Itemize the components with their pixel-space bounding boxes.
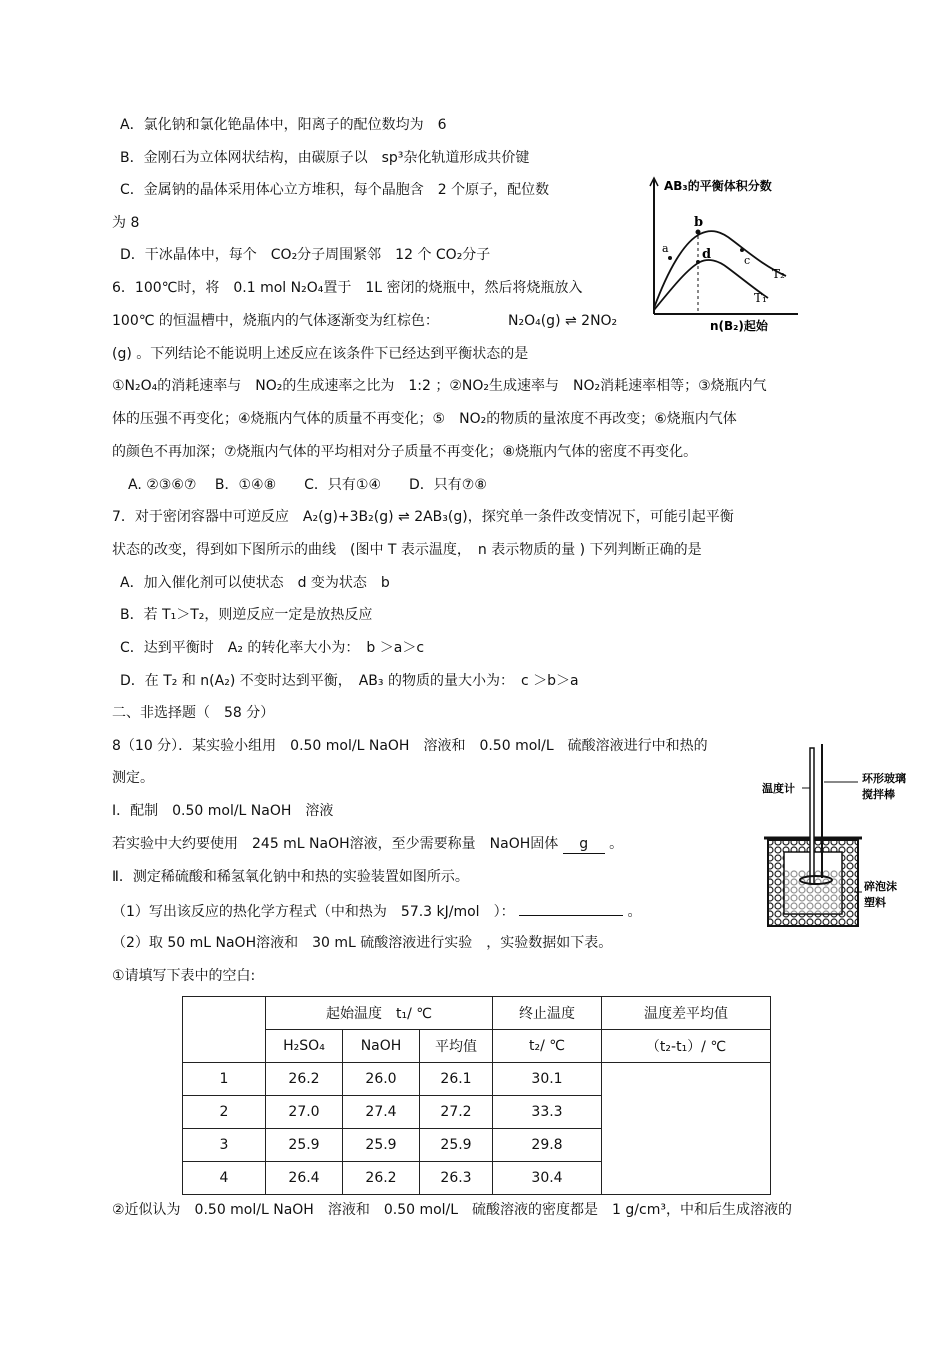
cell-n: 1 — [183, 1063, 266, 1096]
header-end-temp: 终止温度 — [493, 997, 602, 1030]
cell-avg: 25.9 — [420, 1129, 493, 1162]
q6-options: A. ②③⑥⑦ B．①④⑧ C．只有①④ D．只有⑦⑧ — [128, 477, 487, 493]
cell-t2: 30.4 — [493, 1162, 602, 1195]
q5-option-a: A．氯化钠和氯化铯晶体中，阳离子的配位数均为 6 — [120, 117, 447, 133]
q6-line-6: 的颜色不再加深；⑦烧瓶内气体的平均相对分子质量不再变化；⑧烧瓶内气体的密度不再变化。 — [112, 444, 698, 460]
table-row — [183, 1063, 771, 1096]
label-stirrer-2: 搅拌棒 — [862, 788, 895, 801]
q7-option-d: D．在 T₂ 和 n(A₂) 不变时达到平衡， AB₃ 的物质的量大小为： c ＞b＞a — [120, 673, 579, 689]
data-table — [182, 996, 771, 1195]
q6-equation: N₂O₄(g) ⇌ 2NO₂ — [508, 313, 618, 329]
cell-naoh: 27.4 — [343, 1096, 420, 1129]
cell-n: 4 — [183, 1162, 266, 1195]
cell-naoh: 25.9 — [343, 1129, 420, 1162]
q6-line-2a: 100℃ 的恒温槽中，烧瓶内的气体逐渐变为红棕色： — [112, 313, 439, 329]
table-corner — [183, 997, 266, 1063]
q5-option-b: B．金刚石为立体网状结构，由碳原子以 sp³杂化轨道形成共价键 — [120, 150, 530, 166]
thermometer — [810, 748, 814, 884]
label-a: a — [662, 242, 669, 255]
cell-diff-blank — [602, 1063, 771, 1195]
q8-density-line: ②近似认为 0.50 mol/L NaOH 溶液和 0.50 mol/L 硫酸溶液的密度都是 1 g/cm³，中和后生成溶液的 — [112, 1202, 792, 1218]
q6-line-5: 体的压强不再变化；④烧瓶内气体的质量不再变化；⑤ NO₂的物质的量浓度不再改变；⑥烧瓶内气体 — [112, 411, 737, 427]
label-d: d — [702, 247, 712, 262]
q6-line-1: 6．100℃时，将 0.1 mol N₂O₄置于 1L 密闭的烧瓶中，然后将烧瓶放入 — [112, 280, 583, 296]
header-t2: t₂/ ℃ — [493, 1030, 602, 1063]
label-c: c — [744, 254, 751, 267]
header-start-temp: 起始温度 t₁/ ℃ — [266, 997, 493, 1030]
label-b: b — [694, 215, 704, 230]
cell-n: 2 — [183, 1096, 266, 1129]
q5-option-c-cont: 为 8 — [112, 215, 140, 231]
q7-line-1: 7．对于密闭容器中可逆反应 A₂(g)+3B₂(g) ⇌ 2AB₃(g)，探究单一条件改变情况下，可能引起平衡 — [112, 509, 734, 525]
cell-n: 3 — [183, 1129, 266, 1162]
point-c — [740, 248, 744, 252]
cell-avg: 27.2 — [420, 1096, 493, 1129]
cell-h2so4: 27.0 — [266, 1096, 343, 1129]
cell-naoh: 26.0 — [343, 1063, 420, 1096]
header-t2-t1: （t₂-t₁）/ ℃ — [602, 1030, 771, 1063]
q8-equation-line — [112, 901, 641, 921]
label-stirrer-1: 环形玻璃 — [862, 772, 906, 785]
q8-equation-end: 。 — [627, 904, 642, 920]
q8-line-2: 测定。 — [112, 770, 154, 786]
q8-equation-text: （1）写出该反应的热化学方程式（中和热为 57.3 kJ/mol ）： — [112, 904, 515, 920]
equilibrium-chart — [648, 170, 810, 332]
cell-t2: 33.3 — [493, 1096, 602, 1129]
q8-fill-table: ①请填写下表中的空白: — [112, 968, 256, 984]
q8-weigh-end: 。 — [609, 836, 624, 852]
point-a — [668, 256, 672, 260]
q7-option-c: C．达到平衡时 A₂ 的转化率大小为： b ＞a＞c — [120, 640, 425, 656]
x-axis-label: n(B₂)起始 — [710, 319, 768, 332]
q5-option-d: D．干冰晶体中，每个 CO₂分子周围紧邻 12 个 CO₂分子 — [120, 247, 491, 263]
q8-part-1: Ⅰ．配制 0.50 mol/L NaOH 溶液 — [112, 803, 334, 819]
label-t1: T₁ — [754, 291, 767, 305]
q8-part-2: Ⅱ．测定稀硫酸和稀氢氧化钠中和热的实验装置如图所示。 — [112, 869, 469, 885]
point-b — [696, 230, 701, 235]
q7-line-2: 状态的改变，得到如下图所示的曲线 (图中 T 表示温度， n 表示物质的量 ) 下列判断正确的是 — [112, 542, 702, 558]
q7-option-a: A．加入催化剂可以使状态 d 变为状态 b — [120, 575, 390, 591]
cell-t2: 30.1 — [493, 1063, 602, 1096]
q8-sub-2: （2）取 50 mL NaOH溶液和 30 mL 硫酸溶液进行实验 ，实验数据如下表。 — [112, 935, 613, 951]
label-foam-1: 碎泡沫 — [864, 880, 897, 893]
header-naoh: NaOH — [343, 1030, 420, 1063]
label-foam-2: 塑料 — [864, 896, 886, 909]
cell-h2so4: 26.4 — [266, 1162, 343, 1195]
chart-title: AB₃的平衡体积分数 — [664, 179, 772, 193]
cell-t2: 29.8 — [493, 1129, 602, 1162]
section-heading: 二、非选择题（ 58 分） — [112, 705, 275, 721]
header-average: 平均值 — [420, 1030, 493, 1063]
header-temp-diff: 温度差平均值 — [602, 997, 771, 1030]
cell-naoh: 26.2 — [343, 1162, 420, 1195]
equation-blank — [519, 901, 623, 916]
q8-weigh-text: 若实验中大约要使用 245 mL NaOH溶液，至少需要称量 NaOH固体 — [112, 836, 559, 852]
q8-weigh-line — [112, 835, 623, 854]
q7-option-b: B．若 T₁＞T₂，则逆反应一定是放热反应 — [120, 607, 373, 623]
cell-h2so4: 26.2 — [266, 1063, 343, 1096]
q8-line-1: 8（10 分）．某实验小组用 0.50 mol/L NaOH 溶液和 0.50 mol/L 硫酸溶液进行中和热的 — [112, 738, 708, 754]
label-t2: T₂ — [772, 267, 785, 281]
cell-avg: 26.1 — [420, 1063, 493, 1096]
label-thermometer: 温度计 — [762, 782, 795, 795]
q6-line-3: (g) 。下列结论不能说明上述反应在该条件下已经达到平衡状态的是 — [112, 346, 529, 362]
calorimeter-apparatus — [758, 742, 918, 932]
point-d — [696, 260, 700, 264]
q5-option-c: C．金属钠的晶体采用体心立方堆积，每个晶胞含 2 个原子，配位数 — [120, 182, 550, 198]
cell-h2so4: 25.9 — [266, 1129, 343, 1162]
header-h2so4: H₂SO₄ — [266, 1030, 343, 1063]
cell-avg: 26.3 — [420, 1162, 493, 1195]
q6-line-4: ①N₂O₄的消耗速率与 NO₂的生成速率之比为 1:2 ；②NO₂生成速率与 NO₂消耗速率相等；③烧瓶内气 — [112, 378, 767, 394]
answer-blank: g — [563, 835, 605, 854]
